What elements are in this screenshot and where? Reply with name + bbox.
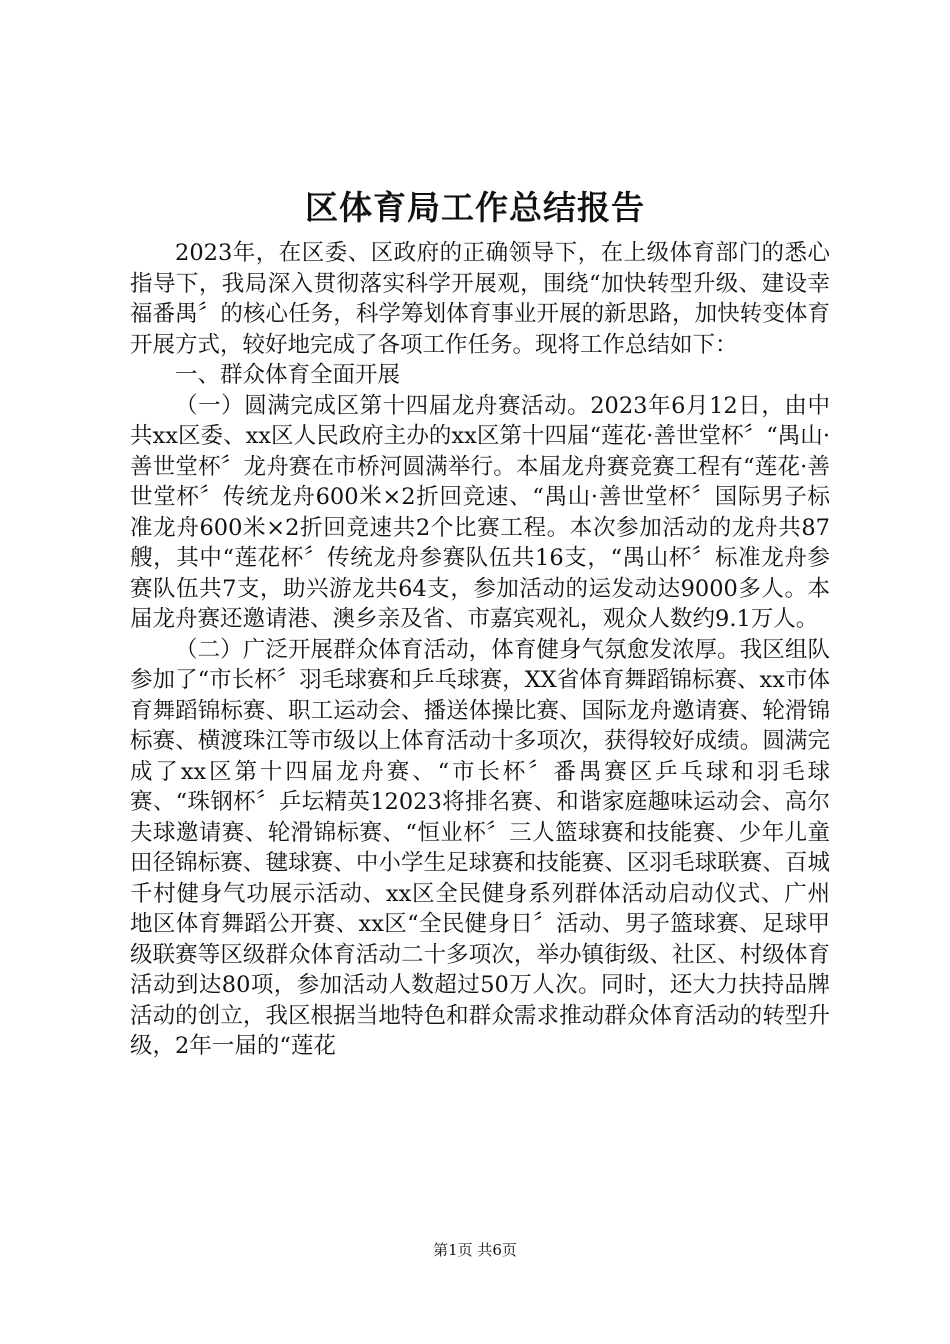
- document-body: [130, 238, 830, 1062]
- paragraph-mass-sports: （二）广泛开展群众体育活动，体育健身气氛愈发浓厚。我区组队参加了“市长杯〞羽毛球赛和乒乓球赛，XX省体育舞蹈锦标赛、xx市体育舞蹈锦标赛、职工运动会、播送体操比赛、国际龙舟邀请赛、轮滑锦标赛、横渡珠江等市级以上体育活动十多项次，获得较好成绩。圆满完成了xx区第十四届龙舟赛、“市长杯〞番禺赛区乒乓球和羽毛球赛、“珠钢杯〞乒坛精英12023将排名赛、和谐家庭趣味运动会、高尔夫球邀请赛、轮滑锦标赛、“恒业杯〞三人篮球赛和技能赛、少年儿童田径锦标赛、毽球赛、中小学生足球赛和技能赛、区羽毛球联赛、百城千村健身气功展示活动、xx区全民健身系列群体活动启动仪式、广州地区体育舞蹈公开赛、xx区“全民健身日〞活动、男子篮球赛、足球甲级联赛等区级群众体育活动二十多项次，举办镇街级、社区、村级体育活动到达80项，参加活动人数超过50万人次。同时，还大力扶持品牌活动的创立，我区根据当地特色和群众需求推动群众体育活动的转型升级，2年一届的“莲花: [130, 636, 830, 1059]
- page-title: 区体育局工作总结报告: [305, 188, 645, 227]
- paragraph-dragon-boat: （一）圆满完成区第十四届龙舟赛活动。2023年6月12日，由中共xx区委、xx区人民政府主办的xx区第十四届“莲花·善世堂杯〞“禺山·善世堂杯〞龙舟赛在市桥河圆满举行。本届龙舟赛竞赛工程有“莲花·善世堂杯〞传统龙舟600米×2折回竞速、“禺山·善世堂杯〞国际男子标准龙舟600米×2折回竞速共2个比赛工程。本次参加活动的龙舟共87艘，其中“莲花杯〞传统龙舟参赛队伍共16支，“禺山杯〞标准龙舟参赛队伍共7支，助兴游龙共64支，参加活动的运发动达9000多人。本届龙舟赛还邀请港、澳乡亲及省、市嘉宾观礼，观众人数约9.1万人。: [130, 392, 830, 632]
- section-heading: 一、群众体育全面开展: [175, 362, 401, 388]
- paragraph-intro: 2023年，在区委、区政府的正确领导下，在上级体育部门的悉心指导下，我局深入贯彻落实科学开展观，围绕“加快转型升级、建设幸福番禺〞的核心任务，科学筹划体育事业开展的新思路，加快转变体育开展方式，较好地完成了各项工作任务。现将工作总结如下：: [130, 240, 830, 358]
- page-footer: 第1页 共6页: [433, 1241, 517, 1259]
